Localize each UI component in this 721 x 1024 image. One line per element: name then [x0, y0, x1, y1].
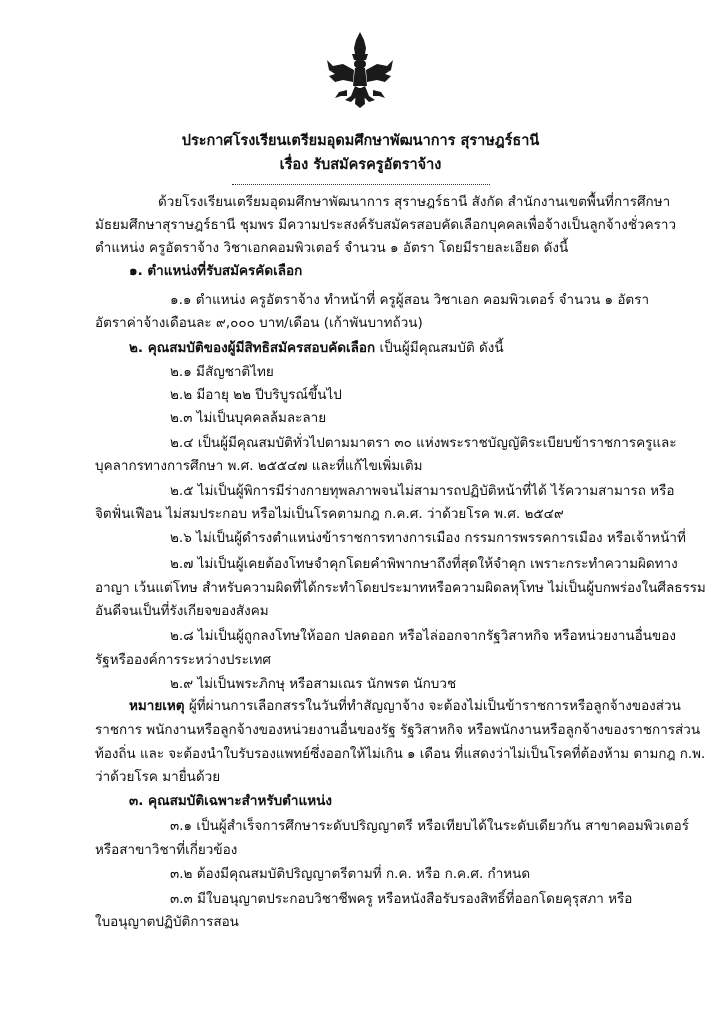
section-2-item-5-cont: จิตฟั่นเฟือน ไม่สมประกอบ หรือไม่เป็นโรคตามกฎ ก.ค.ศ. ว่าด้วยโรค พ.ศ. ๒๕๔๙: [95, 506, 564, 522]
note-label: หมายเหตุ: [129, 698, 185, 714]
note-line-3: ท้องถิ่น และ จะต้องนำใบรับรองแพทย์ซึ่งออกให้ไม่เกิน ๑ เดือน ที่แสดงว่าไม่เป็นโรคที่ต้องห้าม ตามกฎ ก.พ.: [95, 746, 706, 762]
announcement-title: ประกาศโรงเรียนเตรียมอุดมศึกษาพัฒนาการ สุราษฎร์ธานี: [181, 133, 540, 149]
note-line-4: ว่าด้วยโรค มายื่นด้วย: [95, 769, 221, 785]
note-line-1: [129, 697, 681, 715]
dotted-divider: [232, 184, 490, 185]
section-2-item-9: ๒.๙ ไม่เป็นพระภิกษุ หรือสามเณร นักพรต นักบวช: [170, 676, 457, 692]
section-2-item-6: ๒.๖ ไม่เป็นผู้ดำรงตำแหน่งข้าราชการทางการเมือง กรรมการพรรคการเมือง หรือเจ้าหน้าที่: [170, 530, 686, 546]
section-3-heading: ๓. คุณสมบัติเฉพาะสำหรับตำแหน่ง: [129, 793, 332, 809]
section-2-item-7-cont-2: อันดีจนเป็นที่รังเกียจของสังคม: [95, 603, 269, 619]
section-2-heading: [129, 339, 504, 357]
section-2-item-4: ๒.๔ เป็นผู้มีคุณสมบัติทั่วไปตามมาตรา ๓๐ แห่งพระราชบัญญัติระเบียบข้าราชการครูและ: [170, 435, 677, 451]
section-1-item-1: ๑.๑ ตำแหน่ง ครูอัตราจ้าง ทำหน้าที่ ครูผู้สอน วิชาเอก คอมพิวเตอร์ จำนวน ๑ อัตรา: [170, 292, 650, 308]
intro-line-3: ตำแหน่ง ครูอัตราจ้าง วิชาเอกคอมพิวเตอร์ จำนวน ๑ อัตรา โดยมีรายละเอียด ดังนี้: [95, 240, 569, 256]
note-line-2: ราชการ พนักงานหรือลูกจ้างของหน่วยงานอื่นของรัฐ รัฐวิสาหกิจ หรือพนักงานหรือลูกจ้างของราชการส่วน: [95, 722, 701, 738]
section-2-item-7: ๒.๗ ไม่เป็นผู้เคยต้องโทษจำคุกโดยคำพิพากษาถึงที่สุดให้จำคุก เพราะกระทำความผิดทาง: [170, 556, 678, 572]
note-text-1: ผู้ที่ผ่านการเลือกสรรในวันที่ทำสัญญาจ้าง จะต้องไม่เป็นข้าราชการหรือลูกจ้างของส่วน: [184, 698, 681, 714]
section-2-item-1: ๒.๑ มีสัญชาติไทย: [170, 364, 274, 380]
section-3-item-1: ๓.๑ เป็นผู้สำเร็จการศึกษาระดับปริญญาตรี หรือเทียบได้ในระดับเดียวกัน สาขาคอมพิวเตอร์: [170, 818, 689, 834]
section-2-item-8-cont: รัฐหรือองค์การระหว่างประเทศ: [95, 652, 272, 668]
intro-line-1: ด้วยโรงเรียนเตรียมอุดมศึกษาพัฒนาการ สุราษฎร์ธานี สังกัด สำนักงานเขตพื้นที่การศึกษา: [158, 194, 671, 210]
section-3-item-3: ๓.๓ มีใบอนุญาตประกอบวิชาชีพครู หรือหนังสือรับรองสิทธิ์ที่ออกโดยคุรุสภา หรือ: [170, 891, 633, 907]
section-2-heading-rest: เป็นผู้มีคุณสมบัติ ดังนี้: [375, 340, 504, 356]
section-2-item-8: ๒.๘ ไม่เป็นผู้ถูกลงโทษให้ออก ปลดออก หรือไล่ออกจากรัฐวิสาหกิจ หรือหน่วยงานอื่นของ: [170, 628, 676, 644]
section-1-heading: ๑. ตำแหน่งที่รับสมัครคัดเลือก: [129, 263, 303, 279]
section-1-item-1-cont: อัตราค่าจ้างเดือนละ ๙,๐๐๐ บาท/เดือน (เก้าพันบาทถ้วน): [95, 315, 423, 331]
garuda-emblem-icon: [325, 30, 395, 110]
section-2-item-5: ๒.๕ ไม่เป็นผู้พิการมีร่างกายทุพลภาพจนไม่สามารถปฏิบัติหน้าที่ได้ ไร้ความสามารถ หรือ: [170, 483, 675, 499]
section-3-item-3-cont: ใบอนุญาตปฏิบัติการสอน: [95, 914, 239, 930]
section-2-item-2: ๒.๒ มีอายุ ๒๒ ปีบริบูรณ์ขึ้นไป: [170, 387, 342, 403]
section-2-item-3: ๒.๓ ไม่เป็นบุคคลล้มละลาย: [170, 410, 327, 426]
section-2-heading-bold: ๒. คุณสมบัติของผู้มีสิทธิสมัครสอบคัดเลือก: [129, 340, 376, 356]
section-3-item-1-cont: หรือสาขาวิชาที่เกี่ยวข้อง: [95, 842, 238, 858]
section-2-item-4-cont: บุคลากรทางการศึกษา พ.ศ. ๒๕๕๔๗ และที่แก้ไขเพิ่มเติม: [95, 458, 423, 474]
announcement-subject: เรื่อง รับสมัครครูอัตราจ้าง: [279, 157, 442, 173]
section-3-item-2: ๓.๒ ต้องมีคุณสมบัติปริญญาตรีตามที่ ก.ค. หรือ ก.ค.ศ. กำหนด: [170, 866, 531, 882]
intro-line-2: มัธยมศึกษาสุราษฎร์ธานี ชุมพร มีความประสงค์รับสมัครสอบคัดเลือกบุคคลเพื่อจ้างเป็นลูกจ้างชั่วคราว: [95, 217, 677, 233]
section-2-item-7-cont-1: อาญา เว้นแต่โทษ สำหรับความผิดที่ได้กระทำโดยประมาทหรือความผิดลหุโทษ ไม่เป็นผู้บกพร่องในศีลธรรม: [95, 580, 706, 596]
